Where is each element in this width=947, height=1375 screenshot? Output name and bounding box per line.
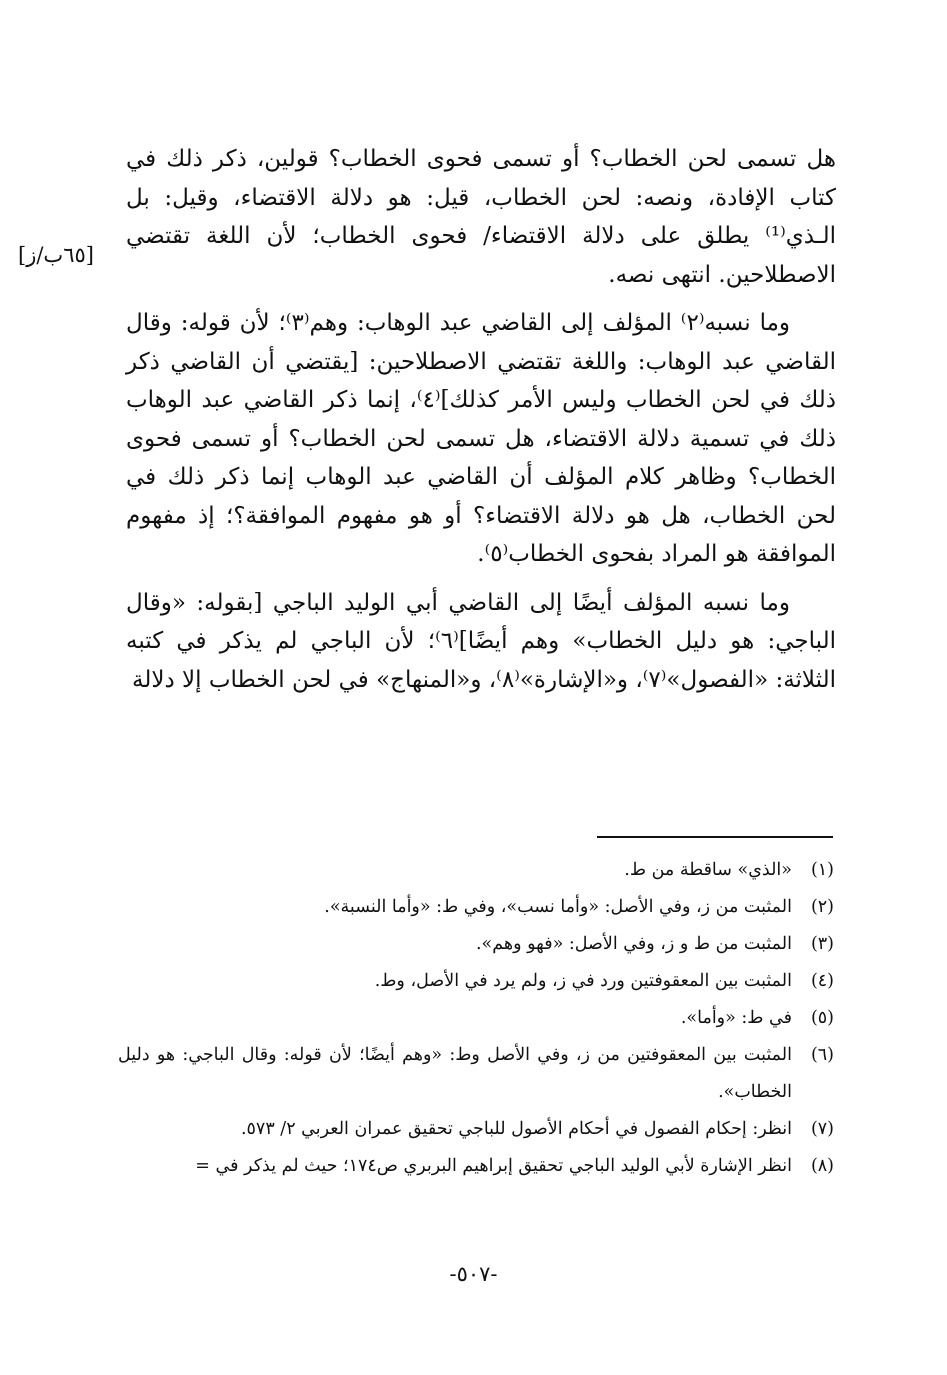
paragraph-1: هل تسمى لحن الخطاب؟ أو تسمى فحوى الخطاب؟ قولين، ذكر ذلك في كتاب الإفادة، ونصه: لحن الخطاب، قيل: هو دلالة الاقتضاء، وقيل: بل الـذي⁽¹⁾ يطلق على دلالة الاقتضاء/ فحوى الخطاب؛ لأن اللغة تقتضي الاصطلاحين. انتهى نصه. [126, 146, 836, 288]
footnote-8 [118, 1148, 834, 1185]
main-text [126, 140, 836, 709]
footnote-text: المثبت بين المعقوفتين ورد في ز، ولم يرد في الأصل، وط. [374, 971, 792, 991]
footnotes [118, 852, 834, 1185]
footnote-5 [118, 1000, 834, 1037]
footnote-number: (٨) [810, 1156, 834, 1176]
footnote-7 [118, 1111, 834, 1148]
paragraph-2: وما نسبه⁽٢⁾ المؤلف إلى القاضي عبد الوهاب: وهم⁽٣⁾؛ لأن قوله: وقال القاضي عبد الوهاب: واللغة تقتضي الاصطلاحين: [يقتضي أن القاضي ذكر ذلك في لحن الخطاب وليس الأمر كذلك]⁽٤⁾، إنما ذكر القاضي عبد الوهاب ذلك في تسمية دلالة الاقتضاء، هل تسمى لحن الخطاب؟ أو تسمى فحوى الخطاب؟ وظاهر كلام المؤلف أن القاضي عبد الوهاب إنما ذكر ذلك في لحن الخطاب، هل هو دلالة الاقتضاء؟ أو هو مفهوم الموافقة؟؛ إذ مفهوم الموافقة هو المراد بفحوى الخطاب⁽٥⁾. [126, 310, 836, 567]
footnote-number: (١) [810, 860, 834, 880]
footnote-number: (٢) [810, 897, 834, 917]
footnote-6 [118, 1037, 834, 1111]
manuscript-folio-marker: [٦٥ب/ز] [18, 243, 94, 267]
page-number: -٥٠٧- [449, 1262, 498, 1286]
footnote-separator [597, 836, 833, 838]
paragraph-3: وما نسبه المؤلف أيضًا إلى القاضي أبي الوليد الباجي [بقوله: «وقال الباجي: هو دليل الخطاب» وهم أيضًا]⁽٦⁾؛ لأن الباجي لم يذكر في كتبه الثلاثة: «الفصول»⁽٧⁾، و«الإشارة»⁽٨⁾، و«المنهاج» في لحن الخطاب إلا دلالة [126, 589, 837, 693]
footnote-number: (٦) [810, 1045, 834, 1065]
footnote-number: (٣) [810, 934, 834, 954]
footnote-text: انظر: إحكام الفصول في أحكام الأصول للباجي تحقيق عمران العربي ٢/ ٥٧٣. [240, 1119, 792, 1139]
footnote-text: في ط: «وأما». [680, 1008, 792, 1028]
footnote-number: (٧) [810, 1119, 834, 1139]
footnote-text: «الذي» ساقطة من ط. [624, 860, 792, 880]
footnote-1 [118, 852, 834, 889]
footnote-text: انظر الإشارة لأبي الوليد الباجي تحقيق إبراهيم البربري ص١٧٤؛ حيث لم يذكر في = [195, 1156, 792, 1176]
footnote-3 [118, 926, 834, 963]
footnote-4 [118, 963, 834, 1000]
footnote-number: (٥) [810, 1008, 834, 1028]
footnote-text: المثبت من ز، وفي الأصل: «وأما نسب»، وفي ط: «وأما النسبة». [324, 897, 792, 917]
footnote-number: (٤) [810, 971, 834, 991]
footnote-text: المثبت بين المعقوفتين من ز، وفي الأصل وط: «وهم أيضًا؛ لأن قوله: وقال الباجي: هو دليل الخطاب». [118, 1045, 792, 1102]
footnote-2 [118, 889, 834, 926]
footnote-text: المثبت من ط و ز، وفي الأصل: «فهو وهم». [475, 934, 792, 954]
